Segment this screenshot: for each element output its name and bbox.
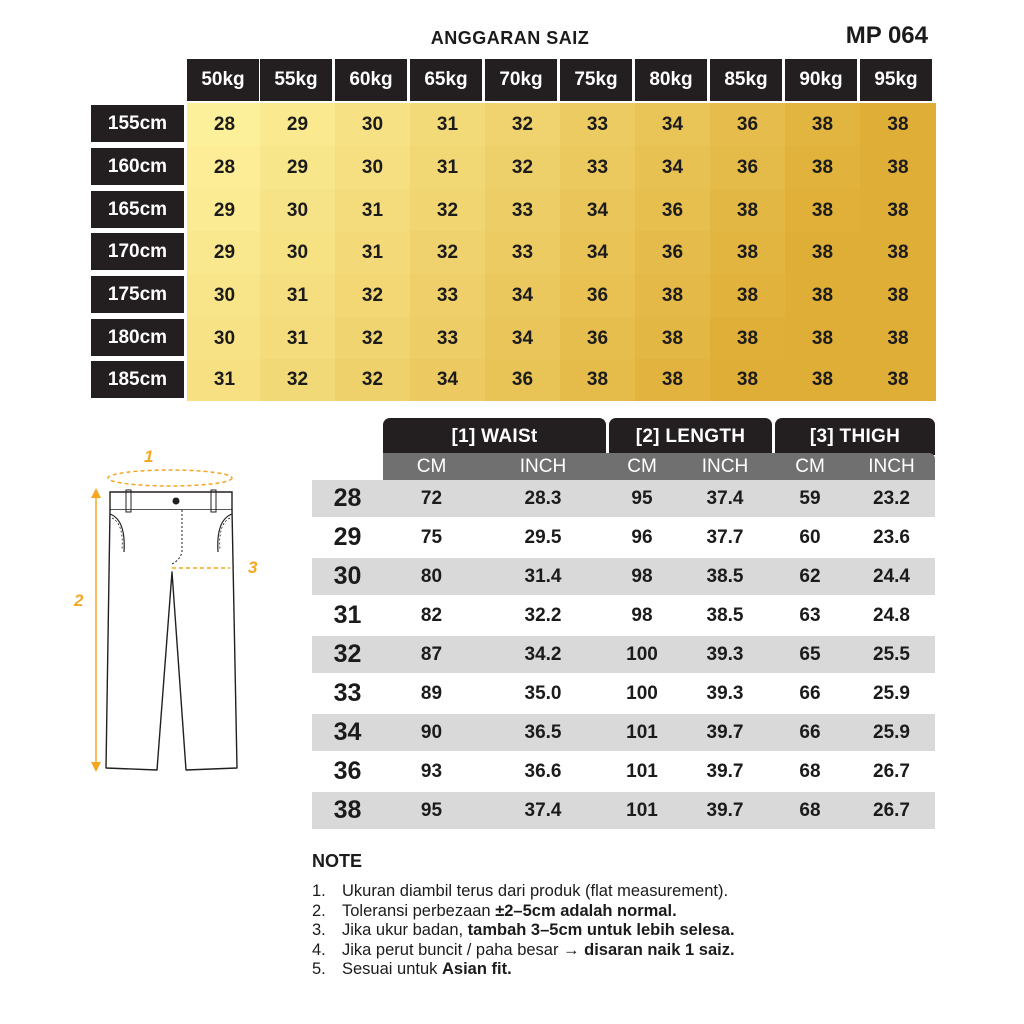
size-cell: 33 [485, 231, 560, 274]
measure-cell: 60 [799, 526, 821, 548]
note-item [312, 882, 952, 902]
measure-cell: 82 [420, 604, 443, 626]
size-cell: 38 [710, 317, 785, 360]
measure-cell: 75 [420, 526, 443, 548]
weight-header: 95kg [860, 59, 932, 101]
measure-cell: 25.9 [873, 682, 910, 704]
height-header: 160cm [91, 148, 184, 185]
note-number: 1. [312, 882, 326, 900]
size-label: 33 [333, 679, 362, 707]
size-label: 29 [333, 523, 362, 551]
measure-cell: 95 [420, 799, 443, 821]
size-cell: 38 [785, 103, 860, 146]
size-cell: 36 [485, 359, 560, 401]
weight-header: 70kg [485, 59, 557, 101]
size-cell: 38 [785, 189, 860, 232]
measure-cell: 37.7 [706, 526, 744, 548]
size-cell: 34 [560, 189, 635, 232]
measure-cell: 24.8 [873, 604, 910, 626]
measure-cell: 100 [626, 643, 658, 665]
size-cell: 32 [335, 317, 410, 360]
size-cell: 29 [260, 103, 335, 146]
size-cell: 36 [560, 317, 635, 360]
height-header: 180cm [91, 319, 184, 356]
measure-cell: 87 [420, 643, 443, 665]
size-cell: 31 [260, 274, 335, 317]
measure-cell: 101 [626, 760, 658, 782]
measure-cell: 98 [631, 565, 653, 587]
height-header: 155cm [91, 105, 184, 142]
notes-title: NOTE [312, 851, 363, 871]
measure-cell: 23.2 [873, 487, 910, 509]
size-cell: 36 [710, 103, 785, 146]
size-cell: 32 [335, 359, 410, 401]
height-header: 185cm [91, 361, 184, 398]
note-text: Toleransi perbezaan [342, 901, 496, 920]
measure-cell: 39.3 [706, 643, 744, 665]
size-cell: 32 [410, 231, 485, 274]
weight-header: 80kg [635, 59, 707, 101]
size-cell: 32 [335, 274, 410, 317]
table-row [312, 558, 935, 595]
height-header: 165cm [91, 191, 184, 228]
thigh-header: [3] THIGH [775, 418, 935, 455]
size-cell: 38 [635, 359, 710, 401]
size-cell: 36 [710, 146, 785, 189]
measure-cell: 89 [420, 682, 443, 704]
note-emphasis: ±2–5cm adalah normal. [495, 901, 677, 920]
table-row [312, 675, 935, 712]
waist-header: [1] WAISt [383, 418, 606, 455]
measure-cell: 80 [420, 565, 443, 587]
size-cell: 34 [485, 317, 560, 360]
size-cell: 30 [335, 103, 410, 146]
size-cell: 34 [635, 103, 710, 146]
weight-header: 85kg [710, 59, 782, 101]
size-cell: 31 [410, 146, 485, 189]
note-number: 5. [312, 960, 326, 978]
size-cell: 36 [560, 274, 635, 317]
note-emphasis: disaran naik 1 saiz. [584, 940, 735, 959]
size-cell: 38 [560, 359, 635, 401]
size-cell: 38 [710, 189, 785, 232]
table-row [312, 714, 935, 751]
size-cell: 34 [560, 231, 635, 274]
table-row [312, 597, 935, 634]
thigh-label: 3 [248, 558, 258, 577]
size-cell: 36 [635, 189, 710, 232]
measure-cell: 63 [799, 604, 821, 626]
measure-cell: 68 [799, 760, 821, 782]
weight-header: 90kg [785, 59, 857, 101]
size-cell: 32 [410, 189, 485, 232]
product-code: MP 064 [845, 22, 928, 49]
size-cell: 33 [560, 146, 635, 189]
size-cell: 31 [410, 103, 485, 146]
measure-cell: 101 [626, 799, 658, 821]
waist-label: 1 [144, 447, 154, 466]
measure-cell: 39.7 [706, 760, 744, 782]
size-cell: 30 [187, 274, 262, 317]
size-cell: 38 [785, 274, 860, 317]
size-cell: 38 [635, 274, 710, 317]
size-cell: 33 [485, 189, 560, 232]
pants-diagram [60, 440, 280, 780]
size-cell: 36 [635, 231, 710, 274]
note-text: Sesuai untuk [342, 960, 442, 978]
measure-cell: 36.5 [524, 721, 562, 743]
unit-thigh-inch: INCH [868, 455, 915, 477]
weight-header: 65kg [410, 59, 482, 101]
size-estimate-grid [91, 59, 935, 401]
measure-cell: 37.4 [706, 487, 744, 509]
size-cell: 29 [187, 189, 262, 232]
table-row [312, 519, 935, 556]
unit-length-inch: INCH [701, 455, 749, 477]
measure-cell: 25.5 [873, 643, 910, 665]
measure-cell: 68 [799, 799, 821, 821]
measure-cell: 65 [799, 643, 821, 665]
size-label: 31 [333, 601, 362, 629]
table-row [312, 636, 935, 673]
note-item [312, 921, 952, 941]
size-cell: 38 [860, 317, 936, 360]
size-cell: 38 [710, 231, 785, 274]
size-cell: 31 [335, 189, 410, 232]
measure-cell: 25.9 [873, 721, 910, 743]
measure-cell: 62 [799, 565, 821, 587]
measure-cell: 93 [420, 760, 443, 782]
size-label: 38 [333, 796, 362, 824]
size-cell: 38 [710, 274, 785, 317]
note-text: Ukuran diambil terus dari produk (flat measurement). [342, 882, 729, 900]
measure-cell: 29.5 [524, 526, 562, 548]
height-header: 175cm [91, 276, 184, 313]
size-cell: 38 [860, 231, 936, 274]
measure-cell: 32.2 [524, 604, 562, 626]
measure-cell: 95 [631, 487, 653, 509]
length-label: 2 [74, 591, 84, 610]
size-label: 34 [333, 718, 362, 746]
size-cell: 30 [260, 189, 335, 232]
size-cell: 32 [485, 103, 560, 146]
size-cell: 38 [785, 146, 860, 189]
measure-cell: 66 [799, 721, 821, 743]
size-cell: 38 [785, 317, 860, 360]
unit-thigh-cm: CM [795, 455, 825, 477]
weight-header: 75kg [560, 59, 632, 101]
size-cell: 38 [785, 359, 860, 401]
height-header: 170cm [91, 233, 184, 270]
measure-cell: 38.5 [706, 565, 744, 587]
notes-list [312, 882, 952, 980]
measure-cell: 26.7 [873, 760, 910, 782]
size-cell: 30 [260, 231, 335, 274]
size-label: 30 [333, 562, 362, 590]
size-cell: 28 [187, 103, 262, 146]
size-cell: 31 [260, 317, 335, 360]
size-cell: 31 [335, 231, 410, 274]
measure-cell: 34.2 [524, 643, 562, 665]
measure-cell: 36.6 [524, 760, 562, 782]
note-number: 2. [312, 901, 326, 920]
measure-cell: 59 [799, 487, 821, 509]
size-label: 32 [333, 640, 362, 668]
measure-cell: 31.4 [524, 565, 562, 587]
weight-header: 50kg [187, 59, 259, 101]
weight-header: 60kg [335, 59, 407, 101]
table-row [312, 792, 935, 829]
measure-cell: 35.0 [524, 682, 562, 704]
measure-cell: 23.6 [873, 526, 910, 548]
note-text: Jika perut buncit / paha besar → [342, 940, 585, 959]
unit-length-cm: CM [627, 455, 657, 477]
measure-cell: 90 [420, 721, 443, 743]
measure-cell: 26.7 [873, 799, 910, 821]
size-cell: 30 [187, 317, 262, 360]
note-item [312, 941, 952, 961]
size-cell: 34 [635, 146, 710, 189]
size-cell: 38 [635, 317, 710, 360]
measure-cell: 101 [626, 721, 658, 743]
measure-cell: 100 [626, 682, 658, 704]
size-label: 28 [333, 484, 362, 512]
measure-cell: 39.7 [706, 721, 744, 743]
size-cell: 30 [335, 146, 410, 189]
measure-cell: 98 [631, 604, 653, 626]
unit-waist-cm: CM [416, 455, 447, 477]
measure-cell: 39.7 [706, 799, 744, 821]
measure-cell: 66 [799, 682, 821, 704]
note-text: Jika ukur badan, [342, 921, 468, 939]
size-cell: 33 [410, 317, 485, 360]
measure-cell: 39.3 [706, 682, 744, 704]
size-cell: 34 [485, 274, 560, 317]
note-number: 4. [312, 940, 326, 959]
size-cell: 28 [187, 146, 262, 189]
unit-waist-inch: INCH [519, 455, 567, 477]
size-cell: 29 [187, 231, 262, 274]
size-cell: 38 [860, 103, 936, 146]
page-title: ANGGARAN SAIZ [430, 28, 590, 48]
note-emphasis: Asian fit. [441, 960, 512, 978]
size-cell: 38 [785, 231, 860, 274]
table-row [312, 753, 935, 790]
pants-outline-icon [60, 440, 280, 780]
size-cell: 29 [260, 146, 335, 189]
measure-cell: 24.4 [873, 565, 910, 587]
size-cell: 33 [560, 103, 635, 146]
size-cell: 38 [860, 189, 936, 232]
measure-cell: 28.3 [524, 487, 562, 509]
measure-cell: 72 [420, 487, 443, 509]
note-emphasis: tambah 3–5cm untuk lebih selesa. [467, 921, 735, 939]
size-cell: 38 [860, 146, 936, 189]
size-cell: 38 [860, 274, 936, 317]
weight-header: 55kg [260, 59, 332, 101]
size-cell: 34 [410, 359, 485, 401]
note-number: 3. [312, 921, 326, 939]
size-cell: 38 [860, 359, 936, 401]
table-row [312, 480, 935, 517]
size-cell: 38 [710, 359, 785, 401]
note-item [312, 960, 952, 980]
size-cell: 33 [410, 274, 485, 317]
measure-cell: 96 [631, 526, 653, 548]
size-cell: 31 [187, 359, 262, 401]
size-label: 36 [333, 757, 362, 785]
size-cell: 32 [485, 146, 560, 189]
measure-cell: 37.4 [524, 799, 562, 821]
measure-cell: 38.5 [706, 604, 744, 626]
note-item [312, 902, 952, 922]
size-cell: 32 [260, 359, 335, 401]
length-header: [2] LENGTH [609, 418, 772, 455]
